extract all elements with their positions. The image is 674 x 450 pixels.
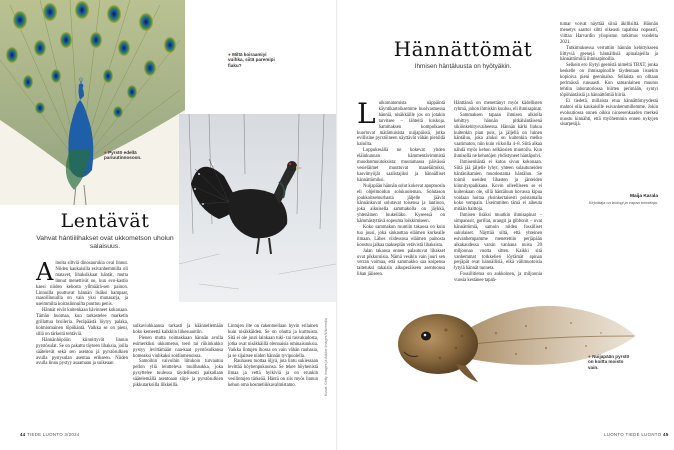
left-col3-para-2: Rauhasen tuottaa öljyä, jota lintu sukiessaan levittää höyhenpukuunsa. Se tekee höyhenistä ilmaa ja vettä hylkiviä ja on erunkin vesilintujen tärkeää. Häntä on siis myös linnun kehon oma kosmetiikkavalmistamo. [228,359,318,389]
right-col1-para-1: uikomatomista näppäintä käyntikartoiksemme huolvastuessa hänniä, nisäkkäille jos on jotakin tarvitsee – lähteitä luiskoja. Sammaksen kompolkaset kuortuvat mätämuisista nuijapäissä, jotka evillisine pyrstöineen näyttävät vähän pienildä kaloilta. [357,101,445,148]
dropcap-l: L [357,97,376,130]
right-col1-para-3: Nuijapään hännän solut kokevat apoptoosin eli ohjelmoidun solukuoleman. Solutason joukkoitsemurhasta jäljelle jäävät hännänkuvat solutavat toisensa ja lantioon, joka aikuisella sammakolla on jäykkä, yhtenäinen luukeiläko. Kyseessä on hämmästyttävä sopeuma loikkimiseen. [357,183,446,225]
left-page-subtitle: Vahvat hántiilihakset ovat ukkometson uholun salaisuus. [36,235,174,251]
right-col2-para-5: Fossiilitietoa on aukkoinen, ja miljoonia vuosia kestänee tapah- [454,272,542,284]
right-folio: LUONTO TIEDE LUONTO 45 [604,432,669,437]
right-col-3 [560,22,658,128]
right-col3-para-2: Tutkimuksessa verrattiin hännän kehittykseen liittyviä geenejä hännällisiä apinalajeilla ja hännättömillä ihmisapinoilla. [560,45,658,63]
author-role: Kirjoittaja on biologi ja vapaa toimittaja. [588,200,658,205]
right-col1-para-2: Loppukesällä ne kokevat yhden eläinkunnan hämmentävimmistä muodonmuutoksista: muutamassa päivässä vesieläimet muuttuvat maaeläimiksi, kasvimyöjät saalistajiksi ja hännälliset hännättömiksi. [357,148,445,183]
left-col-3 [228,324,318,389]
author-name: Maija Karala [630,194,658,199]
left-folio: 44 TIEDE LUONTO 3/2024 [20,432,80,437]
right-col-2 [454,101,542,284]
photo-credit: Kuvat: Getty Images ja Adobe Images/Wikimedia [324,318,328,396]
page-gutter [336,0,338,450]
left-col-2 [133,324,223,389]
left-col2-para-1: sulkaviuhkaansa tarkasti ja käännellemään koko kemeettä kaikkiin liikesuuntiin. [133,324,223,335]
right-col2-para-1: Hänttänsä on menettänyt myös kädellisten ryhmä, johon ihmiskin kuuluu, eli ihmisapinat. [454,101,543,112]
right-headline-block [368,37,558,70]
left-col1-para-3: Hännänhöpöön kiinnittyvät linnun pyrstösulat. Se on pakattu täyteen lihaksia, joilla säätelevät sekä sen asentoa jä pyrstösulkien avulla pystysulan asentaa erikseen. Niiden avulla linnu pystyy asaamaan ja suikeaan [36,337,128,367]
capercaillie-photo [179,114,336,302]
right-col2-para-2: Sammaksen tapaan ihmisen alkiolla kehittyy hännän pitkähäntäisenä sikiönkehitysvaiheessa. Hännän kärki liukuu kuitenkin pian pois, ja jäljellä on luinen häntäluu, joka aluksi on kuitenkin melko vaatimaton, niin kuin viikoilla 4–8. Siitä alkaa nähdä myös kehon selkäosien muotoilu. Kun ihmisellä ne kehotöjen yhdistyneet häntäpolvi. [454,112,542,160]
tadpole-illustration [396,278,638,410]
left-col2-para-3: Samoihin vaivoihin liitukoin turvautuu pellon yllä leiutteleva tuulihaukka, joka pysyttelee tuulessa täydellisesti paikallaan säätelemällä asentoaan siipi- ja pyrstösulkien pikkutarkoilla liikkeillä. [133,359,223,389]
peacock-illustration [0,0,185,205]
author-byline [560,194,658,205]
left-col-1 [36,258,128,367]
left-page-title: Lentävät [60,210,150,232]
left-col1-para-1: inoita siltviä dinosaurukia oval linnut. Niiden kaukaisilla esivanhemmilla oli matavet, lihaksikkaat häntät, mutta linnut menettivät ne, kun evo-kastio kaesi niiden kehosta yllmäärä-sen painon. Linnuilla puuttuvat hännän lisäksi hampaat, raasoilinnuilla on vain yksi munasarja, ja useimmilta koiraslinnuilta puuttuu penis. [36,261,128,308]
left-col3-para-1: Lintujen ilte on rakentoellaan hyvin erilainen kuin nisäkkäiden. Se on ohutta ja kurttuista. Sitä ei ole juuri lainkaan tuki- tai rasvakudosta, jotka ovat nisäkkäillä olennaisia ominaisuuksia. Vaikka lintujen ihossa on vain vähän rauhasia, ja se sijaitsee niiden hännän tyvipuolella. [228,324,318,359]
right-page-subtitle: Ihmisen häntäluusta on hyötyäkin. [414,63,512,70]
dropcap-a: A [36,258,54,286]
left-col1-para-2: Hännät eivät kuitenkaan hävinneet kokonaan. Tämän huomaa, kun tarkastelee marketin grillattua broileria. Peräpäästä löytyy palaka, kolmiomainen töpöhäntä. Vaikka se on pieni, sillä on tärkeitä tehtäviä. [36,308,128,337]
right-col1-para-4: Koko sammakon ruumiin takaosa on kuin tuo jousi, joka sinkauttaa eläimen korkealle ilmaan. Lähes viidessosa eläimen painosta koostuu jalkaa taakseplän vetävistä lihaksista. [357,225,445,248]
right-col2-para-4: Ihmisen lisäksi muutkin ihmisapinat – simpanssit, gorillat, orangit ja gibbonit – ovat hännättömiä, samoin niiden fossiiliset sukulaiset. Näyttää siltä, että yhteinen esivanhempamme menetettiin perjäpään aikakaudessa varsin vanhana nuisu 20 miljoonaa vuotta sitten. Kaikki sitä vanhemmat torkkelien löytämät apinan perjäpät ovat hännällisiä, eikä välimuotoisia lytyiä hännät tunneta. [454,213,542,272]
left-headline-block [30,210,180,251]
display-caption: ● Pyrstö edellä pariuutinnosoon. [104,150,142,161]
right-col3-para-1: tumar voivat näyttää siinä äkillisiltä. Hännän menetys saattoi siltti oikeasti tapahtua nopeasti, viittaa Harvardin yliopiston tutkimus vuodelta 2021. [560,22,658,45]
tadpole-caption: ● Nuijapään pyrstö on koitta moisto vain. [588,354,630,370]
right-col1-para-5: Jalan takaosa ennen palautuvat lihakset ovat pikkuruisia. Nämä vesikin vain juuri sen verran voimaa, että sammakko saa koipensa taitetuksi takaisin alkuperäiseen asentoonsa lihan jäiiseen. [357,248,445,278]
left-col2-para-2: Pienen mutta voimakkaan hännän avulla esimerkiksi ukkometso, teeri tai riikinkukko pystyy levittämään naa-kaat pyrstösulkansa komeaksi viuhkaksi soidinmenoissa. [133,335,223,359]
right-col-1 [357,97,446,278]
right-col2-para-3: Ihmisenhäntä ei katoa sivun kokonaan. Siitä jää jäljelle lyhyt, yhteen sulautuneiden häntänikamien muodostama häntäluu. Se toimii useiden lihasten ja jänteiden kiinnityspaikkana. Kovin olleelliseen se ei kuitenkaan ole, sillä häntäluun kovassa kipua voidaan hoitaa yksinkertaisesti poistamalla koko vempain. Useimmiten tämä ei aiheuta mitään haittoja. [454,160,542,213]
right-col3-para-4: Ei tiedetä, millaista etua hännättömyydestä mahtoi olla kaukaisille esivanhemmillemme. Jokin evoluutiossa onnen oikku nicoesenkaaden merkeä nuostu kinnähti, että myöhemmin ennen nykyjen sisarpesijä. [560,98,658,128]
peacock-caption: ● Miltä koiraamiyi vuihka, siitä paremipi fiaku? [228,52,275,68]
right-col3-para-3: Selkein ero löytyi geenistä nimeltä TBXT, jonka keskelle on ihmisapinoille täydentaan lisuekin kopioiva pieni geeninalso. Sellaista on olltaan perimässä runsaasti. Kun samanlainen muutos tehtiin laboratoriossa hiirten perimään, syntyi töpöhäntäisiä ja hännättömiä hiiriä. [560,63,658,98]
right-page-title: Hännättömät [393,37,533,61]
